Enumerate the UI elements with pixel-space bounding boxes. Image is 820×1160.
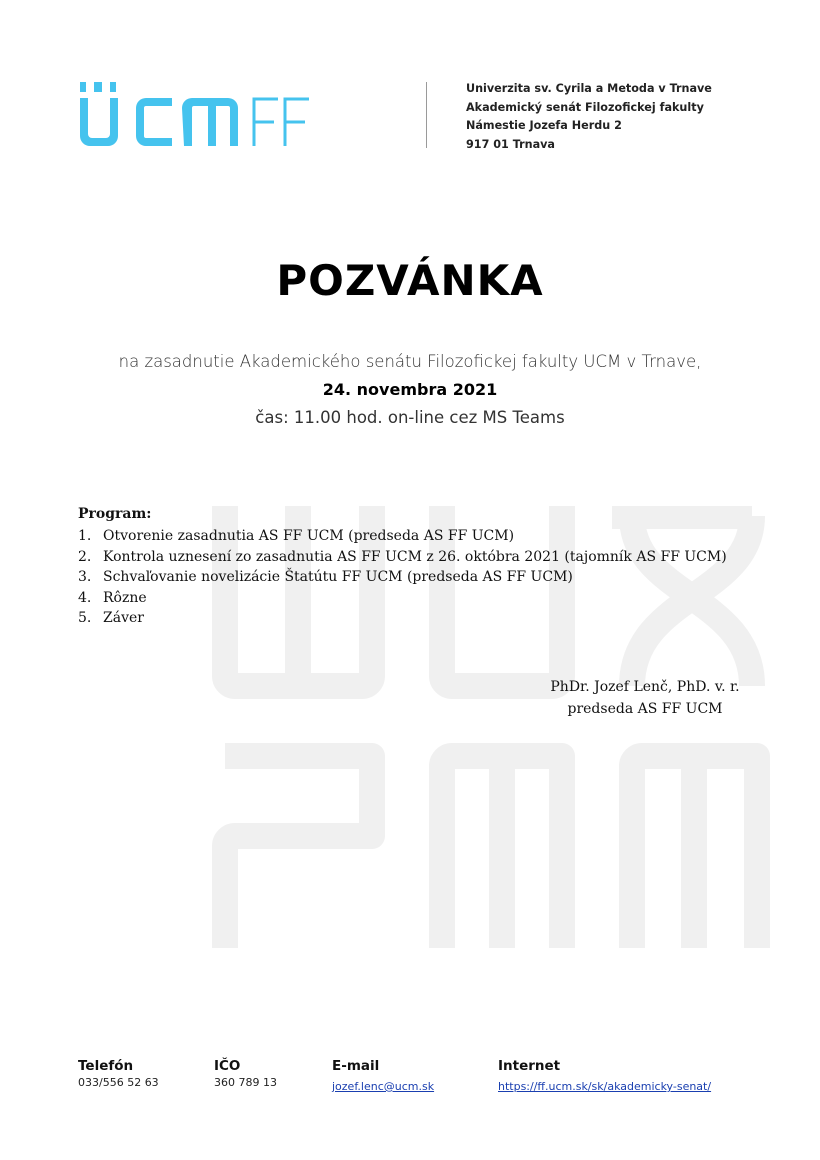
page-title: POZVÁNKA <box>276 256 544 305</box>
footer-phone <box>78 1058 159 1091</box>
program-item-number: 5. <box>78 610 92 627</box>
footer-phone-label: Telefón <box>78 1058 134 1074</box>
program-item <box>78 547 727 568</box>
signature-block <box>520 676 770 720</box>
program-item <box>78 588 727 609</box>
footer-phone-value: 033/556 52 63 <box>78 1076 159 1089</box>
program-item-number: 3. <box>78 569 92 586</box>
program-item-text: Otvorenie zasadnutia AS FF UCM (predseda AS FF UCM) <box>103 528 515 544</box>
address-line: Akademický senát Filozofickej fakulty <box>466 100 704 114</box>
program-heading: Program: <box>78 506 152 522</box>
program-item <box>78 526 727 547</box>
header-divider <box>426 82 427 148</box>
footer-ico-value: 360 789 13 <box>214 1076 277 1089</box>
ucm-ff-logo <box>78 82 310 152</box>
footer-email <box>332 1058 434 1095</box>
address-line: Námestie Jozefa Herdu 2 <box>466 119 622 133</box>
footer-internet <box>498 1058 711 1095</box>
footer-email-label: E-mail <box>332 1058 380 1074</box>
program-item-text: Rôzne <box>103 589 147 606</box>
program-item-text: Schvaľovanie novelizácie Štatútu FF UCM (predseda AS FF UCM) <box>103 569 573 586</box>
program-item <box>78 567 727 588</box>
signatory-name: PhDr. Jozef Lenč, PhD. v. r. <box>550 679 740 695</box>
program-item <box>78 608 727 629</box>
program-item-number: 4. <box>78 589 92 606</box>
meeting-description: na zasadnutie Akademického senátu Filozofickej fakulty UCM v Trnave, <box>118 352 702 371</box>
address-line: Univerzita sv. Cyrila a Metoda v Trnave <box>466 82 712 95</box>
program-item-number: 2. <box>78 548 92 565</box>
program-item-text: Záver <box>103 610 144 627</box>
program-item-text: Kontrola uznesení zo zasadnutia AS FF UCM z 26. októbra 2021 (tajomník AS FF UCM) <box>103 548 727 565</box>
footer-ico <box>214 1058 277 1091</box>
footer-email-link[interactable]: jozef.lenc@ucm.sk <box>332 1080 435 1093</box>
meeting-date: 24. novembra 2021 <box>322 380 498 399</box>
program-item-number: 1. <box>78 528 92 544</box>
program-section <box>78 506 727 629</box>
program-list <box>78 526 727 629</box>
signatory-role: predseda AS FF UCM <box>567 701 723 717</box>
address-block <box>466 80 712 154</box>
address-line: 917 01 Trnava <box>466 137 555 151</box>
footer-internet-link[interactable]: https://ff.ucm.sk/sk/akademicky-senat/ <box>498 1080 712 1093</box>
footer-ico-label: IČO <box>214 1058 241 1074</box>
footer-internet-label: Internet <box>498 1058 561 1074</box>
meeting-time: čas: 11.00 hod. on-line cez MS Teams <box>255 408 565 427</box>
